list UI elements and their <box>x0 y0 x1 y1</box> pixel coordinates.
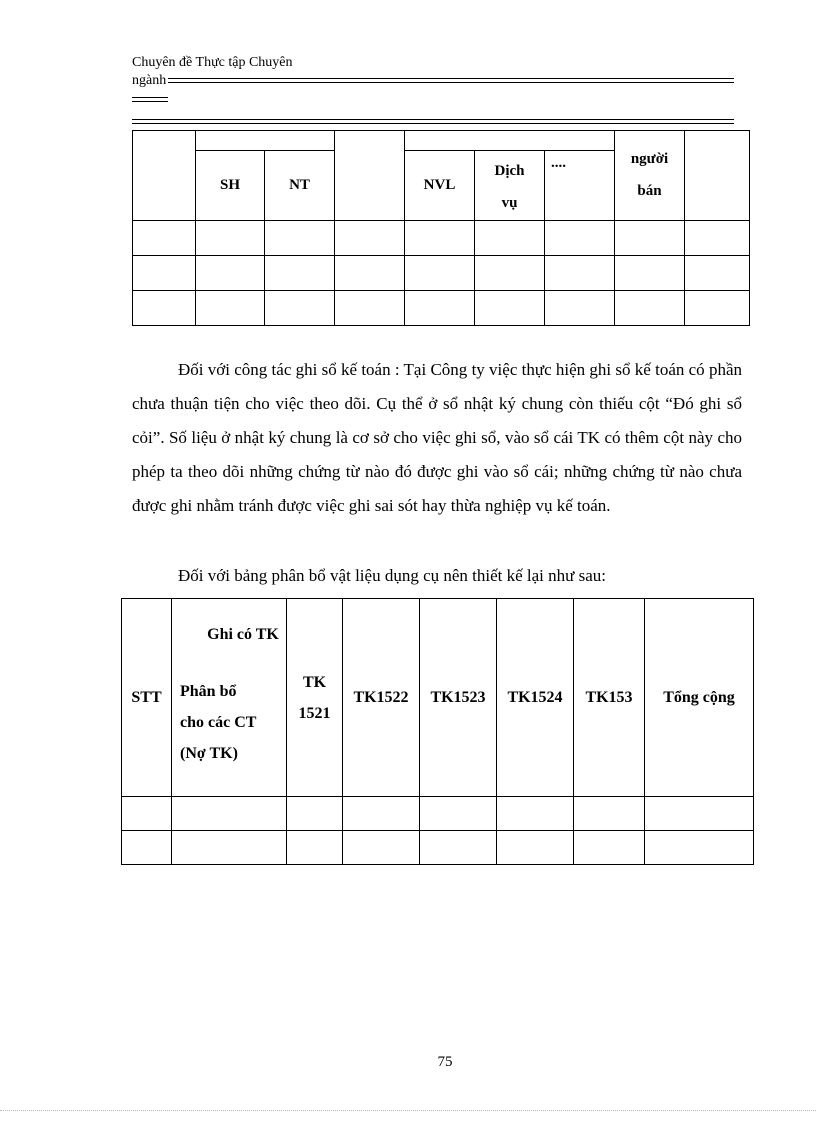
col-nt: NT <box>265 151 335 221</box>
table-cell <box>405 221 475 256</box>
table-cell <box>172 831 287 865</box>
table-cell <box>475 291 545 326</box>
table-header-cell <box>196 131 335 151</box>
col-stt: STT <box>122 599 172 797</box>
header-rule <box>168 82 734 83</box>
col-ghi-co-tk <box>172 599 287 797</box>
diag-bottom-line: (Nợ TK) <box>180 745 238 762</box>
table-cell <box>615 291 685 326</box>
col-nvl: NVL <box>405 151 475 221</box>
header-title-line1: Chuyên đề Thực tập Chuyên <box>132 55 293 70</box>
table-cell <box>335 221 405 256</box>
table-cell <box>615 256 685 291</box>
diag-top-label: Ghi có TK <box>207 626 279 643</box>
table-cell <box>133 291 196 326</box>
col-dich-vu-label: Dịch vụ <box>494 163 525 211</box>
table-cell <box>196 291 265 326</box>
table-cell <box>265 256 335 291</box>
table-cell <box>172 797 287 831</box>
header-title-line2: ngành <box>132 73 167 88</box>
col-tk1523: TK1523 <box>420 599 497 797</box>
col-tk1521-line: TK <box>302 673 327 691</box>
table-cell <box>133 256 196 291</box>
table-cell <box>574 797 645 831</box>
allocation-table <box>121 598 754 865</box>
table-cell <box>420 831 497 865</box>
diag-bottom-line: Phân bổ <box>180 683 237 700</box>
table-cell <box>615 221 685 256</box>
table-cell <box>497 797 574 831</box>
table-header-cell <box>405 131 615 151</box>
table-cell <box>574 831 645 865</box>
table-cell <box>497 831 574 865</box>
table-cell <box>133 221 196 256</box>
header-rule <box>132 119 734 120</box>
col-tk1522: TK1522 <box>343 599 420 797</box>
header-rule <box>132 123 734 124</box>
table-cell <box>545 256 615 291</box>
body-paragraph: Đối với bảng phân bổ vật liệu dụng cụ nên thiết kế lại như sau: <box>178 566 607 585</box>
table-cell <box>122 831 172 865</box>
table-cell <box>265 291 335 326</box>
body-paragraph: Đối với công tác ghi sổ kế toán : Tại Công ty việc thực hiện ghi sổ kế toán có phần chưa thuận tiện cho việc theo dõi. Cụ thể ở sổ nhật ký chung còn thiếu cột “Đó ghi sổ cỏi”. Số liệu ở nhật ký chung là cơ sở cho việc ghi sổ, vào sổ cái TK có thêm cột này cho phép ta theo dõi những chứng từ nào đó được ghi vào sổ cái; những chứng từ nào chưa được ghi nhằm tránh được việc ghi sai sót hay thừa nghiệp vụ kế toán. <box>132 360 742 515</box>
footer-divider <box>0 1110 816 1111</box>
diag-bottom-line: cho các CT <box>180 714 257 731</box>
col-ellipsis: .... <box>545 151 615 221</box>
table-cell <box>645 831 754 865</box>
table-cell <box>420 797 497 831</box>
table-cell <box>685 256 750 291</box>
col-tk1524: TK1524 <box>497 599 574 797</box>
table-cell <box>645 797 754 831</box>
table-header-cell <box>335 131 405 221</box>
table-cell <box>545 291 615 326</box>
table-cell <box>475 221 545 256</box>
table-cell <box>122 797 172 831</box>
col-tk153: TK153 <box>574 599 645 797</box>
table-cell <box>287 797 343 831</box>
table-cell <box>545 221 615 256</box>
table-cell <box>196 256 265 291</box>
col-tk1521 <box>287 599 343 797</box>
table-cell <box>335 291 405 326</box>
table-cell <box>287 831 343 865</box>
table-cell <box>475 256 545 291</box>
journal-table <box>132 130 750 326</box>
col-tong-cong: Tổng cộng <box>645 599 754 797</box>
col-sh: SH <box>196 151 265 221</box>
table-cell <box>405 291 475 326</box>
table-cell <box>405 256 475 291</box>
col-tk1521-line: 1521 <box>298 704 331 722</box>
header-title <box>132 54 332 90</box>
header-rule <box>168 78 734 79</box>
header-rule <box>132 101 168 102</box>
table-cell <box>343 831 420 865</box>
table-cell <box>685 221 750 256</box>
table-cell <box>196 221 265 256</box>
table-header-cell <box>615 131 685 221</box>
col-nguoi-ban: người bán <box>630 151 669 199</box>
header-rule <box>132 97 168 98</box>
table-cell <box>265 221 335 256</box>
table-header-cell <box>133 131 196 221</box>
table-header-cell <box>685 131 750 221</box>
table-cell <box>685 291 750 326</box>
col-dich-vu <box>475 151 545 221</box>
table-cell <box>335 256 405 291</box>
page-number: 75 <box>437 1054 453 1070</box>
table-cell <box>343 797 420 831</box>
